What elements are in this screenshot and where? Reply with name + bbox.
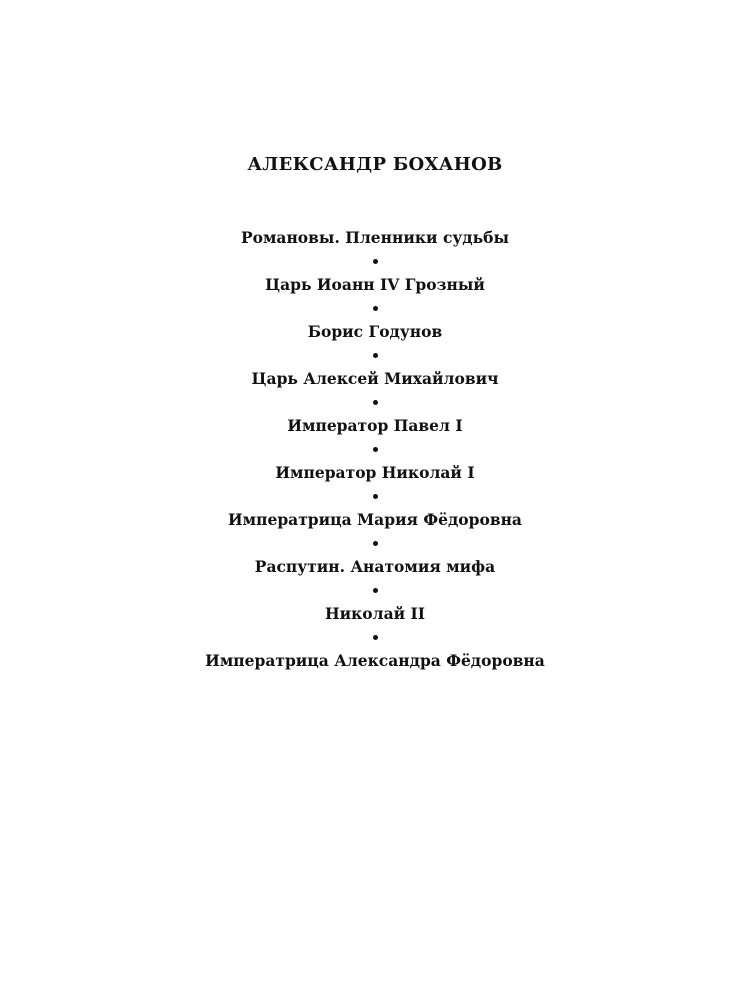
book-title: Распутин. Анатомия мифа bbox=[254, 557, 496, 576]
book-title: Император Павел I bbox=[287, 416, 463, 435]
bullet-dot-icon bbox=[373, 494, 378, 499]
list-separator bbox=[0, 391, 750, 414]
book-title: Романовы. Пленники судьбы bbox=[240, 228, 510, 247]
book-title: Борис Годунов bbox=[307, 322, 443, 341]
author-name: АЛЕКСАНДР БОХАНОВ bbox=[247, 154, 503, 175]
bullet-dot-icon bbox=[373, 588, 378, 593]
bullet-dot-icon bbox=[373, 259, 378, 264]
list-separator bbox=[0, 485, 750, 508]
bullet-dot-icon bbox=[373, 353, 378, 358]
list-separator bbox=[0, 250, 750, 273]
list-separator bbox=[0, 532, 750, 555]
list-separator bbox=[0, 626, 750, 649]
book-title: Император Николай I bbox=[275, 463, 475, 482]
bullet-dot-icon bbox=[373, 447, 378, 452]
book-title: Николай II bbox=[324, 604, 426, 623]
list-separator bbox=[0, 438, 750, 461]
book-title: Императрица Александра Фёдоровна bbox=[205, 651, 545, 670]
bullet-dot-icon bbox=[373, 541, 378, 546]
book-title: Царь Алексей Михайлович bbox=[251, 369, 499, 388]
bullet-dot-icon bbox=[373, 306, 378, 311]
book-title: Царь Иоанн IV Грозный bbox=[265, 275, 485, 294]
book-list bbox=[0, 226, 750, 673]
list-separator bbox=[0, 297, 750, 320]
list-separator bbox=[0, 579, 750, 602]
book-title: Императрица Мария Фёдоровна bbox=[228, 510, 522, 529]
bullet-dot-icon bbox=[373, 400, 378, 405]
bullet-dot-icon bbox=[373, 635, 378, 640]
list-separator bbox=[0, 344, 750, 367]
